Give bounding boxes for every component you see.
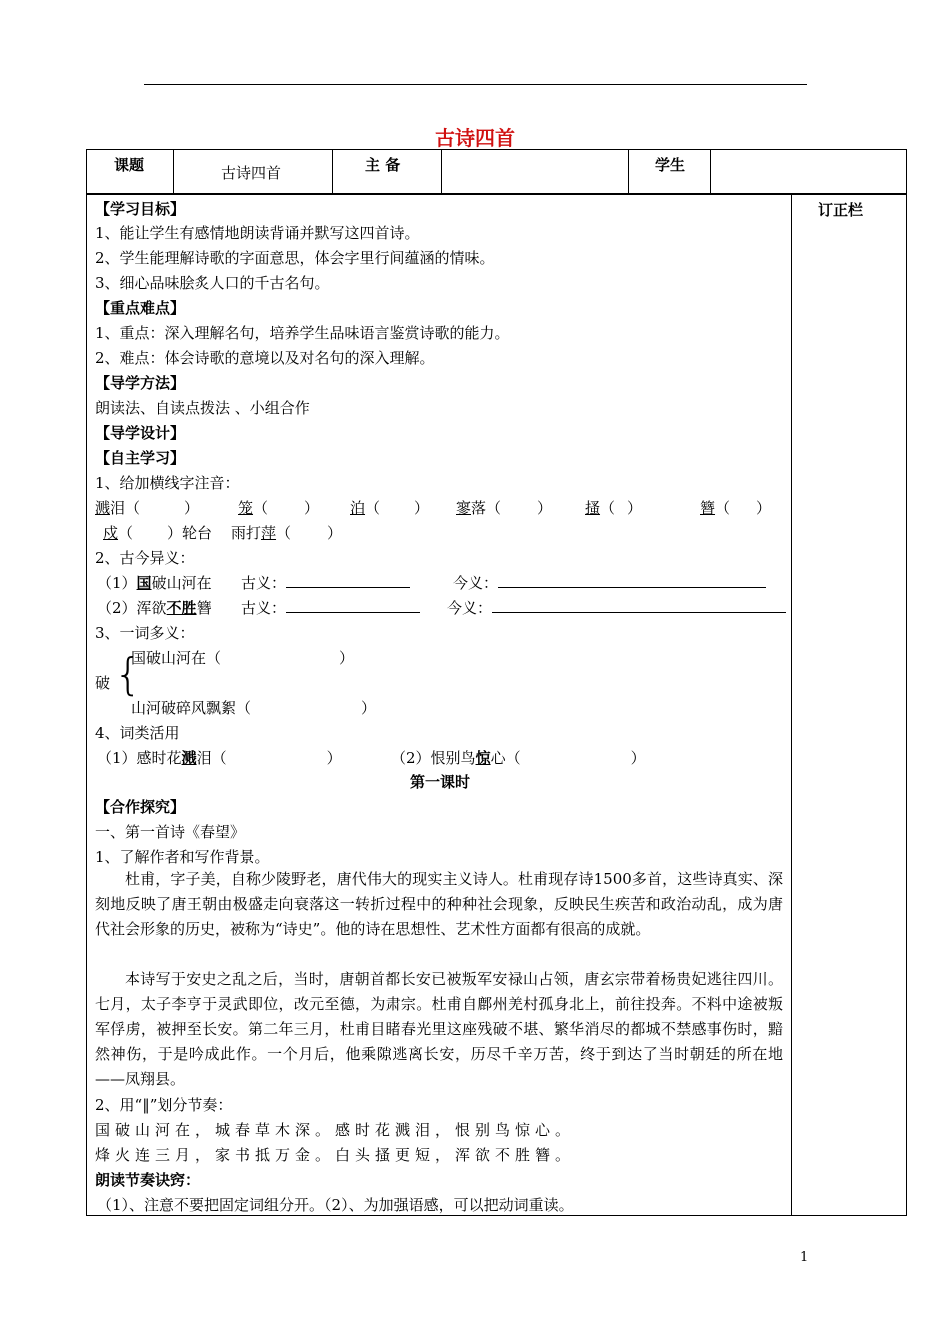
reading-tips-title: 朗读节奏诀窍： [95,1171,201,1189]
pinyin-close: ）轮台 [167,524,213,542]
method-title: 【导学方法】 [95,374,186,392]
goal-2: 2、学生能理解诗歌的字面意思，体会字里行间蕴涵的情味。 [95,249,495,267]
pinyin-text: （ [600,499,616,517]
lead-label: 主 备 [365,156,401,174]
pinyin-close: ） [327,524,343,542]
pinyin-text: 泪（ [110,499,141,517]
subject-label-cell [87,150,174,194]
pinyin-char: 泊 [350,499,366,517]
lesson-title: 第一课时 [409,773,470,791]
question-3: 3、一词多义： [95,624,195,642]
author-paragraph: 杜甫，字子美，自称少陵野老，唐代伟大的现实主义诗人。杜甫现存诗1500多首，这些诗真实、深刻地反映了唐王朝由极盛走向衰落这一转折过程中的种种社会现象，反映民生疾苦和政治动乱，成为唐代社会形象的历史，被称为“诗史”。他的诗在思想性、艺术性方面都有很高的成就。 [95,870,783,938]
ancient-label: 古义： [241,599,287,617]
answer-blank[interactable] [286,598,420,613]
close-paren: ） [630,749,646,767]
pinyin-item-3 [342,498,429,518]
reading-tips-text: （1）、注意不要把固定词组分开。（2）、为加强语感，可以把动词重读。 [97,1196,574,1214]
subject-label: 课题 [114,156,145,174]
close-paren: ） [361,699,377,717]
pinyin-item-2 [238,498,319,518]
key-word: 不胜 [166,599,197,617]
pinyin-close: ） [414,499,430,517]
student-value-cell [711,150,907,194]
answer-blank[interactable] [286,573,410,588]
pinyin-prefix: 雨打 [231,524,262,542]
modern-meaning-2 [447,598,786,618]
pinyin-close: ） [627,499,643,517]
poem-line-1: 国破山河在，城春草木深。感时花溅泪，恨别鸟惊心。 [95,1121,576,1139]
goal-3: 3、细心品味脍炙人口的千古名句。 [95,274,330,292]
question-4: 4、词类活用 [95,724,180,742]
key-word: 国 [136,574,152,592]
goals-title: 【学习目标】 [95,200,186,218]
pinyin-close: ） [184,499,200,517]
answer-blank[interactable] [498,573,766,588]
item-number: （2）浑欲 [97,599,167,617]
pinyin-char: 寥 [456,499,472,517]
pinyin-text: （ [253,499,269,517]
pinyin-item-5 [577,498,642,518]
subject-value: 古诗四首 [221,164,282,182]
phrase-text: 簪 [196,599,212,617]
key-point-2: 2、难点：体会诗歌的意境以及对名句的深入理解。 [95,349,435,367]
poem-heading: 一、第一首诗《春望》 [95,823,246,841]
pinyin-char: 戍 [103,524,119,542]
brace-symbol: { [114,649,142,700]
header-rule [144,84,807,85]
poem-line-2: 烽火连三月，家书抵万金。白头搔更短，浑欲不胜簪。 [95,1146,576,1164]
phrase-text: 泪（ [196,749,227,767]
page-number: 1 [800,1250,809,1265]
subject-value-cell [174,150,333,194]
close-paren: ） [339,649,355,667]
modern-label: 今义： [453,574,499,592]
document-title: 古诗四首 [435,126,515,150]
pinyin-text: （ [276,524,292,542]
ancient-meaning-1 [241,573,410,593]
phrase-text: （2）恨别鸟 [391,749,476,767]
student-label: 学生 [655,156,686,174]
polysemy-line-1 [131,648,354,668]
pinyin-char: 萍 [261,524,277,542]
pinyin-char: 溅 [95,499,111,517]
pinyin-char: 笼 [238,499,254,517]
question-1: 1、给加横线字注音： [95,474,240,492]
pinyin-item-1 [95,498,199,518]
phrase-text: 国破山河在（ [131,649,222,667]
background-paragraph: 本诗写于安史之乱之后，当时，唐朝首都长安已被叛军安禄山占领，唐玄宗带着杨贵妃逃往四川。七月，太子李亨于灵武即位，改元至德，为肃宗。杜甫自鄜州羌村孤身北上，前往投奔。不料中途被叛军俘虏，被押至长安。第二年三月，杜甫目睹春光里这座残破不堪、繁华消尽的都城不禁感事伤时，黯然神伤，于是吟成此作。一个月后，他乘隙逃离长安，历尽千辛万苦，终于到达了当时朝廷的所在地——凤翔县。 [95,970,783,1088]
question-2: 2、古今异义： [95,549,195,567]
column-divider [791,195,792,1215]
pinyin-item-6 [700,498,771,518]
cooperation-title: 【合作探究】 [95,798,186,816]
word-class-2 [391,748,646,768]
phrase-text: 山河破碎风飘絮（ [131,699,252,717]
pinyin-char: 搔 [585,499,601,517]
pinyin-close: ） [304,499,320,517]
pinyin-item-4 [438,498,552,518]
background-heading: 1、了解作者和写作背景。 [95,848,270,866]
key-word: 惊 [475,749,491,767]
item-number: （1） [97,574,137,592]
pinyin-item-8 [231,523,342,543]
pinyin-close: ） [756,499,772,517]
correction-column-label: 订正栏 [818,201,864,219]
phrase-text: （1）感时花 [97,749,182,767]
close-paren: ） [326,749,342,767]
answer-blank[interactable] [492,598,786,613]
ancient-modern-2 [97,598,212,618]
pinyin-text: （ [365,499,381,517]
phrase-text: 破山河在 [151,574,212,592]
pinyin-item-7 [103,523,212,543]
key-point-1: 1、重点：深入理解名句，培养学生品味语言鉴赏诗歌的能力。 [95,324,510,342]
pinyin-text: （ [118,524,134,542]
method-text: 朗读法、自读点拨法 、小组合作 [95,399,310,417]
lead-label-cell [333,150,442,194]
design-title: 【导学设计】 [95,424,186,442]
ancient-modern-1 [97,573,212,593]
header-table [86,149,907,194]
pinyin-close: ） [537,499,553,517]
ancient-label: 古义： [241,574,287,592]
phrase-text: 心（ [490,749,521,767]
ancient-meaning-2 [241,598,420,618]
modern-meaning-1 [453,573,766,593]
content-table [86,194,907,1216]
lead-value-cell [442,150,629,194]
pinyin-text: 落（ [471,499,502,517]
word-class-1 [97,748,342,768]
self-study-title: 【自主学习】 [95,449,186,467]
polysemy-line-2 [131,698,376,718]
modern-label: 今义： [447,599,493,617]
key-points-title: 【重点难点】 [95,299,186,317]
pinyin-text: （ [715,499,731,517]
pinyin-char: 簪 [700,499,716,517]
polysemy-char: 破 [95,674,111,692]
student-label-cell [629,150,711,194]
goal-1: 1、能让学生有感情地朗读背诵并默写这四首诗。 [95,224,420,242]
key-word: 溅 [181,749,197,767]
rhythm-heading: 2、用“‖”划分节奏： [95,1096,233,1114]
